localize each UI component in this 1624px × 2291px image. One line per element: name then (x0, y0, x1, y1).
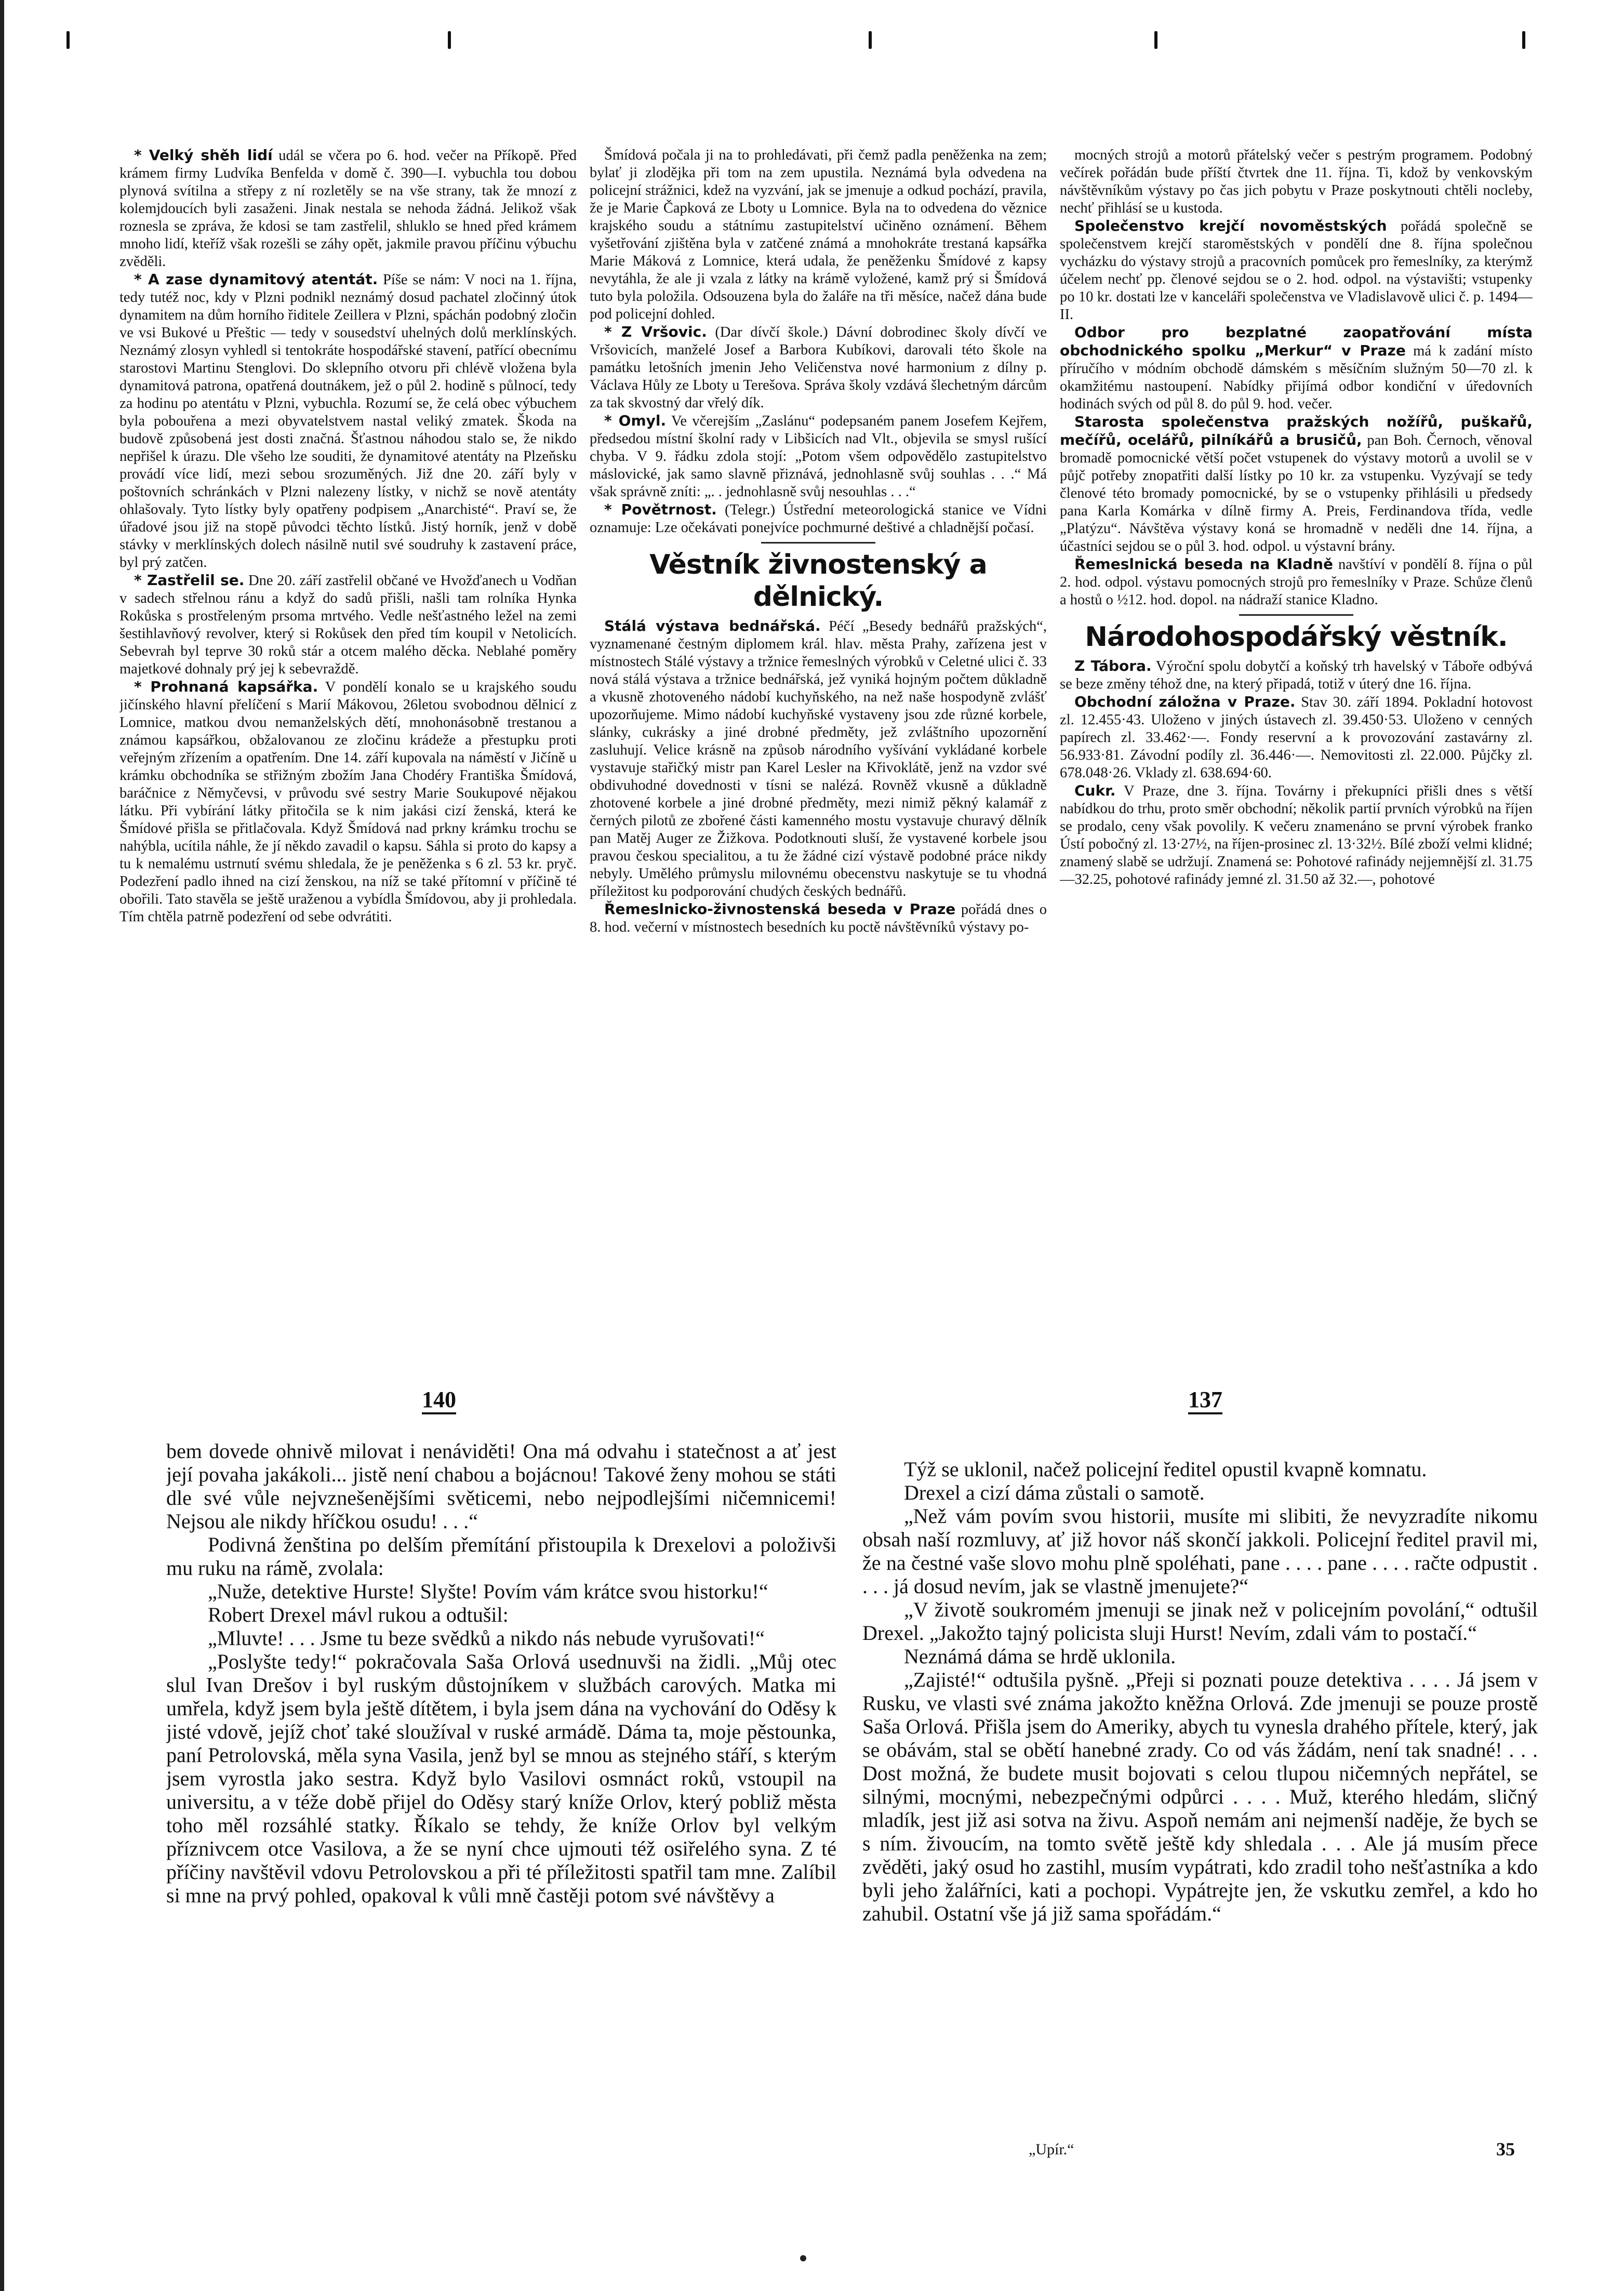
news-article (119, 678, 577, 926)
article-headline: Společenstvo krejčí novoměstských (1074, 217, 1387, 234)
article-headline: Starosta společenstva pražských nožířů, puškařů, mečířů, ocelářů, pilníkářů a brusičů, (1060, 413, 1533, 448)
news-article (590, 412, 1047, 501)
article-body: mocných strojů a motorů přátelský večer s pestrým programem. Podobný večírek pořádán bude příští čtvrtek dne 11. října. Ti, kdož by venkovským návštěvníkům výstavy po čas jich pobytu v Praze poskytnouti chtěli nocleby, nechť přihlásí se u kustoda. (1060, 147, 1533, 216)
footer-signature: „Upír.“ (1029, 2141, 1074, 2158)
news-article (1060, 217, 1533, 324)
article-body: má k zadání místo příručího v módním obchodě dámském s měsíčním služným 50—70 zl. k okamžitému nastoupení. Nabídky přijímá odbor kondiční v úředovních hodinách svých od půl 8. do půl 9. hod. večer. (1060, 343, 1533, 412)
news-article (1060, 324, 1533, 413)
news-article (1060, 413, 1533, 555)
book-paragraph: Drexel a cizí dáma zůstali o samotě. (904, 1481, 1205, 1504)
newspaper-clipping (119, 147, 1535, 1264)
news-column-3 (1060, 147, 1533, 1259)
book-paragraph: Týž se uklonil, načež policejní ředitel opustil kvapně komnatu. (904, 1458, 1427, 1481)
book-page-left (166, 1439, 836, 2162)
news-article (1060, 555, 1533, 609)
book-paragraph: „Než vám povím svou historii, musíte mi slibiti, že nevyzradíte nikomu obsah naší rozmluvy, ať již hovor náš skončí jakkoli. Policejní ředitel pravil mi, že na čestné vaše slovo mohu plně spoléhati, pane . . . . pane . . . . račte odpustit . . . . já dosud nevím, jak se vlastně jmenujete?“ (862, 1504, 1538, 1598)
footer-sheet-number: 35 (1496, 2139, 1515, 2160)
article-headline: Obchodní záložna v Praze. (1074, 693, 1296, 710)
article-body: Dne 20. září zastřelil občané ve Hvožďanech u Vodňan v sadech střelnou ránu a když do sadů přišli, našli tam rolníka Hynka Rokůska s prostřeleným prsoma mrtvého. Vedle nešťastného ležel na zemi šestihlavňový revolver, který si Rokůsek den před tím koupil v Netolicích. Sebevrah byl teprve 30 roků stár a otcem malého děcka. Neblahé poměry majetkové dohnaly prý jej k sebevraždě. (119, 573, 577, 677)
article-headline: * Prohnaná kapsářka. (134, 678, 318, 695)
page-number-right: 137 (1188, 1387, 1222, 1412)
article-headline: * A zase dynamitový atentát. (134, 271, 378, 288)
article-body: (Dar dívčí škole.) Dávní dobrodinec školy dívčí ve Vršovicích, manželé Josef a Barbora Kubíkovi, darovali této škole na památku letošních jmenin Jeho Veličenstva nové harmonium z dílny p. Václava Hůly ze Lboty u Terešova. Správa školy vzdává šlechetným dárcům za tak skvostný dar vřelý dík. (590, 324, 1047, 411)
book-paragraph: Podivná ženština po delším přemítání přistoupila k Drexelovi a položivši mu ruku na rámě, zvolala: (166, 1533, 836, 1580)
book-paragraph: „Poslyšte tedy!“ pokračovala Saša Orlová usednuvši na židli. „Můj otec slul Ivan Drešov i byl ruským důstojníkem v službách carových. Matka mi umřela, když jsem byla ještě dítětem, i byla jsem dána na vychování do Oděsy k jisté vdově, jejíž choť také sloužíval v ruské armádě. Dáma ta, moje pěstounka, paní Petrolovská, měla syna Vasila, jenž byl se mnou as stejného stáří, s kterým jsem vyrostla jako sestra. Když bylo Vasilovi osmnáct roků, vstoupil na universitu, a v téže době přijel do Oděsy starý kníže Orlov, který pobliž města toho měl rozsáhlé statky. Říkalo se tehdy, že kníže Orlov byl velkým příznivcem otce Vasilova, a že se nyní chce ujmouti též osiřelého syna. Z té příčiny navštěvil vdovu Petrolovskou a při té příležitosti spatřil tam mne. Zalíbil si mne na prvý pohled, opakoval k vůli mně častěji potom své návštěvy a (166, 1650, 836, 1907)
article-headline: * Z Vršovic. (604, 323, 707, 340)
book-paragraph: Robert Drexel mávl rukou a odtušil: (208, 1603, 509, 1626)
news-article (590, 147, 1047, 323)
article-body: Stav 30. září 1894. Pokladní hotovost zl. 12.455·43. Uloženo v jiných ústavech zl. 39.450·53. Uloženo v cenných papírech zl. 33.462·—. Fondy reservní a k provozování zastavárny zl. 56.933·81. Závodní podíly zl. 36.446·—. Nemovitosti zl. 22.000. Půjčky zl. 678.048·26. Vklady zl. 638.694·60. (1060, 694, 1533, 781)
article-headline: Cukr. (1074, 782, 1116, 799)
book-paragraph: Neznámá dáma se hrdě uklonila. (904, 1645, 1176, 1668)
article-headline: Z Tábora. (1074, 657, 1152, 674)
news-article (590, 323, 1047, 412)
news-article (590, 501, 1047, 537)
book-paragraph: bem dovede ohnivě milovat i nenáviděti! Ona má odvahu i statečnost a ať jest její povaha jakákoli... jistě není chabou a bojácnou! Takové ženy mohou se státi dle své vůle nejvznešenějšími světicemi, nebo nejpodlejšími ničemnicemi! Nejsou ale nikdy hříčkou osudu! . . .“ (166, 1439, 836, 1533)
section-title: Národohospodářský věstník. (1085, 621, 1508, 653)
book-paragraph: „Nuže, detektive Hurste! Slyšte! Povím vám krátce svou historku!“ (208, 1580, 768, 1603)
news-column-2 (590, 147, 1047, 1259)
news-column-1 (119, 147, 577, 1259)
article-body: V Praze, dne 3. října. Továrny i překupníci přišli dnes s větší nabídkou do trhu, proto směr obchodní; několik partií prvních výrobků na říjen se prodalo, ceny však povolily. K večeru znamenáno se první výrobek franko Ústí pobočný zl. 13·27½, na říjen-prosinec zl. 13·32½. Bílé zboží velmi klidné; znamený slabě se udržují. Znamená se: Pohotové rafinády nejjemnější zl. 31.75—32.25, pohotové rafinády jemné zl. 31.50 až 32.—, pohotové (1060, 783, 1533, 888)
article-body: Ve včerejším „Zaslánu“ podepsaném panem Josefem Kejřem, předsedou místní školní rady v Libšicích nad Vlt., objevila se smysl rušící chyba. V 9. řádku zdola stojí: „Potom všem odpovědělo zastupitelstvo máslovické, jak samo slavně přiznává, jednohlasně svůj souhlas . . .“ Má však správně zníti: „. . jednohlasně svůj nesouhlas . . .“ (590, 413, 1047, 500)
news-article (1060, 693, 1533, 782)
article-body: pořádá společně se společenstvem krejčí staroměstských v pondělí dne 8. října společnou vycházku do výstavy strojů a pracovních pomůcek pro řemeslníky, za kterýmž účelem nechť pp. členové sejdou se o 2. hod. odpol. na výstavišti; vstupenky po 10 kr. dostati lze v kanceláři společenstva ve Vladislavově ulici č. p. 1494—II. (1060, 218, 1533, 323)
article-headline: * Povětrnost. (604, 501, 717, 518)
article-headline: Řemeslnicko-živnostenská beseda v Praze (604, 900, 956, 918)
article-body: (Telegr.) Ústřední meteorologická stanice ve Vídni oznamuje: Lze očekávati ponejvíce pochmurné deštivé a chladnější počasí. (590, 502, 1047, 536)
book-paragraph: „Mluvte! . . . Jsme tu beze svědků a nikdo nás nebude vyrušovati!“ (208, 1626, 765, 1650)
news-article (590, 900, 1047, 936)
article-body: pan Boh. Černoch, věnoval bromadě pomocnické větší počet vstupenek do výstavy motorů a uvolil se v půjč potřeby znopatřiti další lístky po 10 kr. za vstupenku. Vyzývají se tedy členové této bromady pomocnické, by se o vstupenky přihlásili u předsedy pana Karla Komárka v dílně firmy A. Preis, Ferdinandova třída, vedle „Platýzu“. Návštěva výstavy koná se hromadně v neděli dne 14. října, a účastníci sejdou se o půl 3. hod. odpol. u výstavní brány. (1060, 432, 1533, 554)
article-body: udál se včera po 6. hod. večer na Příkopě. Před krámem firmy Ludvíka Benfelda v domě č. 390—I. vybuchla tou dobou plynová svítilna a střepy z ní rozletěly se na vše strany, tak že mnozí z kolemjdoucích byli zasaženi. Jinak nestala se nehoda žádná. Jelikož však roznesla se zpráva, že kdosi se tam zastřelil, shluklo se hned před krámem mnoho lidí, kteříž však rozešli se záhy opět, jakmile pravou příčinu výbuchu zvěděli. (119, 148, 577, 270)
book-page-right (862, 1458, 1538, 2180)
article-body: Šmídová počala ji na to prohledávati, při čemž padla peněženka na zem; bylať ji zlodějka při tom na zem upustila. Neznámá byla odvedena na policejní strážnici, kdež na vyzvání, jak se jmenuje a odkud pochází, pravila, že je Marie Čapková ze Lboty u Lomnice. Byla na to odvedena do věznice krajského soudu a státnímu zastupitelství učiněno oznámení. Během vyšetřování zjištěna byla v zatčené známá a mnohokráte trestaná kapsářka Marie Máková z Lomnice, která udala, že peněženku Šmídové z kapsy nevytáhla, že ale ji vzala z látky na krámě vyložené, kamž prý si Šmídová tuto byla položila. Odsouzena byla do žaláře na tři měsíce, načež dána bude pod policejní dohled. (590, 147, 1047, 322)
book-paragraph: „V životě soukromém jmenuji se jinak než v policejním povolání,“ odtušil Drexel. „Jakožto tajný policista sluji Hurst! Nevím, zdali vám to postačí.“ (862, 1598, 1538, 1645)
article-body: Výroční spolu dobytčí a koňský trh havelský v Táboře odbývá se beze změny téhož dne, na který připadá, totiž v úterý dne 16. října. (1060, 658, 1533, 692)
article-headline: * Omyl. (604, 412, 667, 429)
article-body: Píše se nám: V noci na 1. října, tedy tutéž noc, kdy v Plzni podnikl neznámý dosud pachatel zločinný útok dynamitem na dům horního řiditele Zeillera v Plzni, spáchán podobný zločin ve vsi Bukové u Přeštic — tedy v sousedství uhelných dolů merklínských. Neznámý zlosyn vyhledl si tentokráte hospodářské stavení, patřící obecnímu starostovi Martinu Stenglovi. Do sklepního otvoru při chlévě vložena byla dynamitová patrona, opatřená doutnákem, jež o půl 2. hodině s půlnocí, tedy za hodinu po atentátu v Plzni, vybuchla. Rozumí se, že celá obec výbuchem byla pobouřena a mezi obyvatelstvem nastal veliký zmatek. Škoda na budově způsobená jest dosti značná. Šťastnou náhodou stalo se, že nikdo nepřišel k úrazu. Dle všeho lze souditi, že dynamitové atentáty na Plzeňsku provádí více lidí, mezi sebou srozuměných. Již dne 20. září byly v poštovních schránkách v Plzni nalezeny lístky, v nichž se nově atentáty ohlašovaly. Tyto lístky byly opatřeny podpisem „Anarchisté“. Praví se, že úřadové jsou již na stopě původci těchto lístků. Jistý horník, jenž v době stávky v merklínských dolech násilně nutil své soudruhy k zastavení práce, byl prý zatčen. (119, 272, 577, 571)
news-article (119, 147, 577, 271)
article-body: navštíví v pondělí 8. října o půl 2. hod. odpol. výstavu pomocných strojů pro řemeslníky v Praze. Schůze členů a hostů o ½12. hod. dopol. na nádraží stanice Kladno. (1060, 557, 1533, 608)
section-title: Věstník živnostenský a dělnický. (649, 549, 987, 613)
news-article (590, 617, 1047, 900)
section-rule (761, 542, 875, 544)
news-article (1060, 782, 1533, 889)
article-headline: Řemeslnická beseda na Kladně (1074, 555, 1333, 573)
article-headline: * Velký shěh lidí (134, 147, 273, 164)
article-body: pořádá dnes o 8. hod. večerní v místnostech besedních ku poctě návštěvníků výstavy po- (590, 902, 1047, 935)
punch-marks (0, 31, 1624, 52)
page-number-left: 140 (422, 1387, 456, 1412)
section-rule (1239, 614, 1353, 616)
news-article (119, 572, 577, 678)
article-headline: Stálá výstava bednářská. (604, 617, 821, 634)
article-body: Péčí „Besedy bednářů pražských“, vyznamenané čestným diplomem král. hlav. města Prahy, zařízena jest v místnostech Stálé výstavy a tržnice řemeslných výrobků v Celetné ulici č. 33 nová stálá výstava a tržnice bednářská, jež vyniká hojným počtem důkladně a vkusně zhotoveného nádobí kuchyňského, na než naše hospodyně zvlášť upozorňujeme. Mimo nádobí kuchyňské vystaveny jsou zde různé korbele, slánky, cukrásky a jiné drobné předměty, jež zvláštního upozornění zasluhují. Velice krásně na způsob národního vyšívání vykládané korbele vystavuje stařičký mistr pan Karel Lesler na Křivoklátě, jenž na vzdor své obdivuhodné dovednosti v tísni se nalézá. Rovněž vkusně a důkladně zhotovené korbele a jiné drobné předměty, mezi nimiž pěkný kalamář z černých pilotů ze zbořené části kamenného mostu vystavuje churavý dělník pan Matěj Auger ze Žižkova. Podotknouti sluší, že vystavené korbele jsou pravou českou specialitou, a tu že žádné cizí výstavě podobné práce nikdy nebyly. Umělého průmyslu milovnému obecenstvu naskytuje se tu vhodná příležitost ku podporování chudých českých bednářů. (590, 618, 1047, 899)
news-article (1060, 147, 1533, 217)
news-article (1060, 657, 1533, 693)
book-paragraph: „Zajisté!“ odtušila pyšně. „Přeji si poznati pouze detektiva . . . . Já jsem v Rusku, ve vlasti své známa jakožto kněžna Orlová. Zde jmenuji se pouze prostě Saša Orlová. Přišla jsem do Ameriky, abych tu vynesla drahého přítele, který, jak se obávám, stal se obětí hanebné zrady. Co od vás žádám, není tak snadné! . . . Dost možná, že budete musit bojovati s celou tlupou ničemných nepřátel, se silnými, mocnými, nebezpečnými odpůrci . . . . Muž, kterého hledám, sličný mladík, jest již asi sotva na živu. Aspoň nemám ani nejmenší naděje, že bych se s ním. živoucím, na tomto světě ještě kdy shledala . . . Ale já musím přece zvěděti, jaký osud ho zastihl, musím vypátrati, kdo zradil toho nešťastníka a kdo byli jeho žalářníci, kati a pochopi. Vypátrejte jen, že vskutku zemřel, a kdo ho zahubil. Ostatní vše já již sama spořádám.“ (862, 1668, 1538, 1925)
article-headline: * Zastřelil se. (134, 572, 245, 589)
article-headline: Odbor pro bezplatné zaopatřování místa obchodnického spolku „Merkur“ v Praze (1060, 324, 1533, 359)
news-article (119, 271, 577, 572)
scan-edge (0, 0, 4, 2291)
scan-dot (800, 2255, 806, 2261)
article-body: V pondělí konalo se u krajského soudu jičínského hlavní přelíčení s Marií Mákovou, 26letou svobodnou dělnicí z Lomnice, matkou dvou nemanželských dětí, mnohonásobně trestanou a známou kapsářkou, obžalovanou ze zločinu krádeže a přestupku proti veřejným zřízením a opatřením. Dne 14. září kupovala na náměstí v Jičíně u krámku obchodníka se střižným zbožím Jana Chodéry Františka Šmídová, baráčnice z Němyčevsi, v průvodu své sestry Marie Soukupové nějakou látku. Při vybírání látky přitočila se k nim jakási cizí ženská, která ke Šmídové přišla se přitlačovala. Když Šmídová nad prkny krámku trochu se nahýbla, ucítila náhle, že jí někdo zavadil o kapsu. Sáhla si proto do kapsy a tu k nemalému ustrnutí svému shledala, že je peněženka s 6 zl. 53 kr. pryč. Podezření padlo ihned na cizí ženskou, na níž se také přítomní v příčině té obořili. Tato stavěla se ještě uraženou a vybídla Šmídovou, aby ji prohledala. Tím chtěla patrně podezření od sebe odvrátiti. (119, 679, 577, 925)
